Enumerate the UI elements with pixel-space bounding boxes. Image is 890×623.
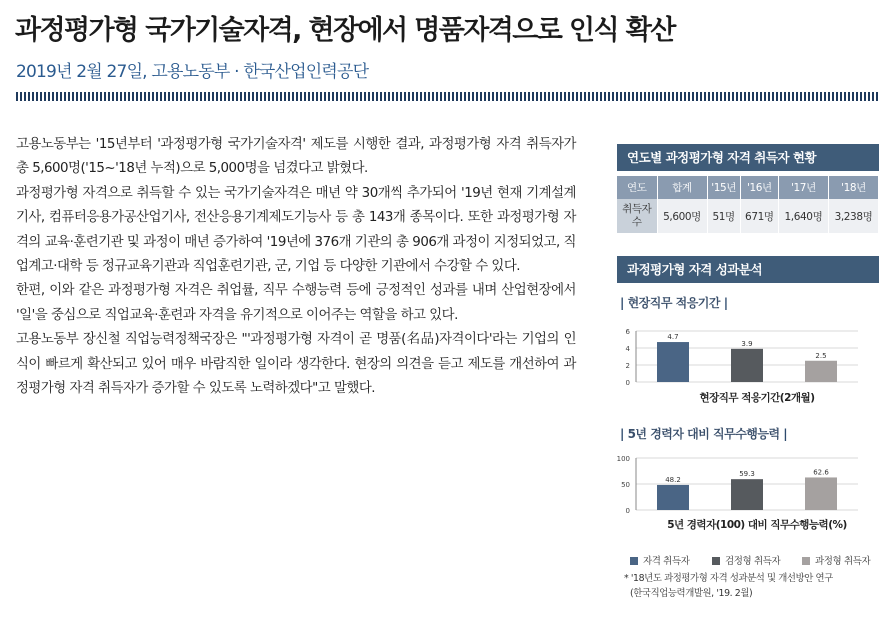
data-label: 48.2 (665, 475, 681, 484)
page-headline: 과정평가형 국가기술자격, 현장에서 명품자격으로 인식 확산 (15, 15, 675, 46)
paragraph: 고용노동부는 '15년부터 '과정평가형 국가기술자격' 제도를 시행한 결과, 과정평가형 자격 취득자가 총 5,600명('15~'18년 누적)으로 5,000명을 넘겼다고 밝혔다. (16, 137, 576, 177)
data-label: 4.7 (667, 333, 679, 342)
chart-bar (805, 361, 837, 382)
legend-swatch (802, 557, 810, 565)
acquirer-stats-table (617, 176, 879, 233)
table-header-cell: '18년 (828, 176, 878, 199)
source-footnote (624, 571, 833, 601)
data-label: 2.5 (815, 351, 827, 360)
table-row (617, 199, 879, 233)
date-and-source: 2019년 2월 27일, 고용노동부 · 한국산업인력공단 (16, 62, 369, 82)
table-cell: 5,600명 (657, 199, 707, 233)
paragraph: 한편, 이와 같은 과정평가형 자격은 취업률, 직무 수행능력 등에 긍정적인 성과를 내며 산업현장에서 '일'을 중심으로 직업교육·훈련과 자격을 유기적으로 이어주는 역할을 하고 있다. (16, 283, 576, 323)
chart-bar (657, 342, 689, 382)
analysis-title: 과정평가형 자격 성과분석 (617, 256, 879, 283)
legend-swatch (630, 557, 638, 565)
table-header-row (617, 176, 879, 199)
x-axis-label: 5년 경력자(100) 대비 직무수행능력(%) (667, 519, 847, 531)
legend-item (712, 553, 780, 567)
legend-swatch (712, 557, 720, 565)
table-header-cell: '17년 (778, 176, 828, 199)
legend-label: 과정형 취득자 (815, 556, 871, 567)
data-label: 62.6 (813, 468, 829, 477)
chart-2-subtitle-text: 5년 경력자 대비 직무수행능력 (627, 427, 780, 441)
article-body (16, 133, 576, 401)
chart-1-subtitle: | 현장직무 적응기간 | (620, 296, 728, 310)
legend-item (802, 553, 870, 567)
x-axis-label: 현장직무 적응기간(2개월) (699, 392, 815, 404)
title-divider (16, 92, 878, 101)
y-tick-label: 6 (625, 328, 630, 336)
y-tick-label: 0 (625, 379, 630, 387)
stats-box-title: 연도별 과정평가형 자격 취득자 현황 (617, 144, 879, 171)
y-tick-label: 0 (625, 507, 630, 515)
paragraph: 고용노동부 장신철 직업능력정책국장은 "'과정평가형 자격이 곧 명품(名品)자격이다'라는 기업의 인식이 빠르게 확산되고 있어 매우 바람직한 일이라 생각한다. 현장의 의견을 듣고 제도를 개선하여 과정평가형 자격 취득자가 증가할 수 있도록 노력하겠다"고 말했다. (16, 332, 576, 397)
adaptation-period-chart (618, 320, 880, 415)
y-tick-label: 4 (625, 345, 630, 353)
legend-label: 자격 취득자 (643, 556, 690, 567)
chart-bar (657, 485, 689, 510)
table-cell: 671명 (740, 199, 778, 233)
footnote-line: (한국직업능력개발원, '19. 2월) (630, 588, 753, 599)
table-cell: 51명 (707, 199, 740, 233)
chart-bar (731, 479, 763, 510)
table-header-cell: 합계 (657, 176, 707, 199)
y-tick-label: 100 (616, 455, 630, 463)
chart-bar (731, 349, 763, 382)
table-header-cell: 연도 (617, 176, 657, 199)
legend-item (630, 553, 690, 567)
job-performance-chart (618, 450, 880, 542)
chart-2-subtitle: | 5년 경력자 대비 직무수행능력 | (620, 427, 788, 441)
data-label: 3.9 (741, 339, 753, 348)
chart-legend (630, 553, 880, 567)
paragraph: 과정평가형 자격으로 취득할 수 있는 국가기술자격은 매년 약 30개씩 추가되어 '19년 현재 기계설계기사, 컴퓨터응용가공산업기사, 전산응용기계제도기능사 등 총 143개 종목이다. 또한 과정평가형 자격의 교육·훈련기관 및 과정이 매년 증가하여 '19년에 376개 기관의 총 906개 과정이 지정되었고, 직업계고·대학 등 정규교육기관과 직업훈련기관, 군, 기업 등 다양한 기관에서 수강할 수 있다. (16, 185, 576, 275)
y-tick-label: 2 (625, 362, 630, 370)
table-header-cell: '16년 (740, 176, 778, 199)
table-row-label: 취득자 수 (617, 199, 657, 233)
footnote-line: * '18년도 과정평가형 자격 성과분석 및 개선방안 연구 (624, 573, 833, 584)
table-cell: 1,640명 (778, 199, 828, 233)
y-tick-label: 50 (621, 481, 630, 489)
legend-label: 검정형 취득자 (725, 556, 781, 567)
chart-bar (805, 477, 837, 510)
chart-1-subtitle-text: 현장직무 적응기간 (627, 296, 720, 310)
table-cell: 3,238명 (828, 199, 878, 233)
data-label: 59.3 (739, 470, 755, 479)
table-header-cell: '15년 (707, 176, 740, 199)
